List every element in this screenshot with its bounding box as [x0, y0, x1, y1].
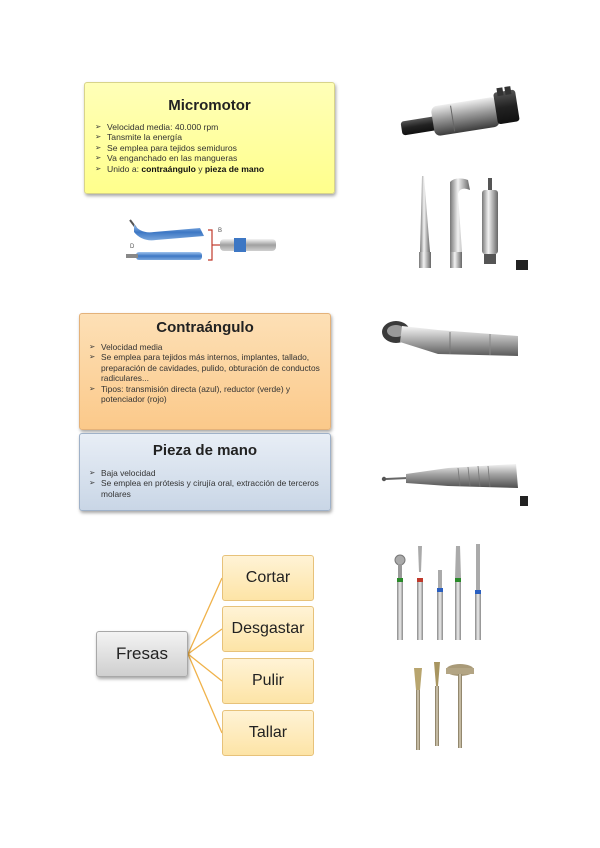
fresa-node-label: Desgastar: [231, 620, 305, 637]
handpieces-photo: [400, 172, 530, 272]
polishing-burs-photo: [408, 660, 480, 752]
fresa-node-tallar: [222, 710, 314, 756]
svg-text:B: B: [218, 228, 223, 234]
fresa-node-label: Pulir: [251, 672, 284, 689]
fresa-node-label: Cortar: [245, 569, 291, 586]
micromotor-photo: [396, 86, 528, 142]
burs-photo: [390, 542, 494, 642]
list-item: ➢ Se emplea para tejidos más internos, implantes, tallado, preparación de cavidades, pulido, obturación de conductos radiculares...: [87, 352, 330, 383]
list-item: ➢ Unido a: contraángulo y pieza de mano: [93, 164, 334, 174]
pieza-mano-list: [80, 468, 330, 499]
fresa-node-pulir: [222, 658, 314, 704]
svg-text:D: D: [130, 244, 135, 250]
list-item: ➢ Se emplea para tejidos semiduros: [93, 143, 334, 153]
list-item: ➢ Tansmite la energía: [93, 132, 334, 142]
fresa-node-label: Tallar: [248, 724, 288, 741]
handpiece-diagram: [124, 214, 282, 270]
micromotor-list: [85, 122, 334, 174]
list-item: ➢ Velocidad media: 40.000 rpm: [93, 122, 334, 132]
list-item: ➢ Baja velocidad: [87, 468, 330, 478]
fresa-node-desgastar: [222, 606, 314, 652]
fresas-root-label: Fresas: [116, 644, 168, 663]
fresa-node-cortar: [222, 555, 314, 601]
micromotor-title: Micromotor: [168, 97, 251, 114]
contraangulo-title: Contraángulo: [156, 319, 254, 336]
contraangulo-list: [80, 342, 330, 404]
list-item: ➢ Se emplea en prótesis y cirujía oral, extracción de terceros molares: [87, 478, 330, 499]
pieza-mano-photo: [378, 458, 530, 508]
pieza-mano-title: Pieza de mano: [152, 442, 258, 459]
list-item: ➢ Va enganchado en las mangueras: [93, 153, 334, 163]
list-item: ➢ Velocidad media: [87, 342, 330, 352]
contraangulo-photo: [380, 318, 524, 370]
contraangulo-box: [79, 313, 331, 430]
fresas-root-node: [96, 631, 188, 677]
list-item: ➢ Tipos: transmisión directa (azul), reductor (verde) y potenciador (rojo): [87, 384, 330, 405]
pieza-mano-box: [79, 433, 331, 511]
micromotor-box: [84, 82, 335, 194]
